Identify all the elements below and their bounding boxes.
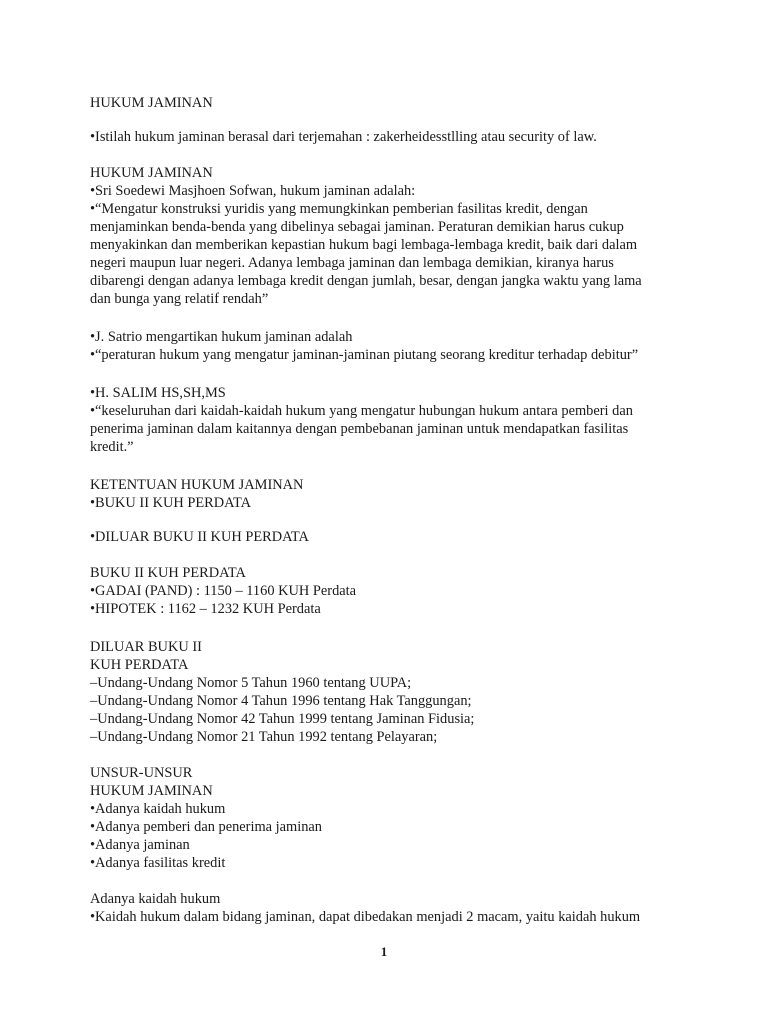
text-line: •Adanya fasilitas kredit <box>90 855 226 871</box>
document-body <box>90 94 680 926</box>
text-line: •Adanya kaidah hukum <box>90 801 226 817</box>
block-gap <box>90 112 680 128</box>
text-line: –Undang-Undang Nomor 21 Tahun 1992 tentang Pelayaran; <box>90 729 438 745</box>
text-line: KUH PERDATA <box>90 657 189 673</box>
text-line: •Adanya pemberi dan penerima jaminan <box>90 819 322 835</box>
block-gap <box>90 872 680 890</box>
text-line: menyakinkan dan memberikan kepastian hukum bagi lembaga-lembaga kredit, baik dari dalam <box>90 237 638 253</box>
text-block <box>90 890 680 926</box>
text-line: UNSUR-UNSUR <box>90 765 193 781</box>
block-gap <box>90 618 680 638</box>
block-gap <box>90 364 680 384</box>
block-gap <box>90 146 680 164</box>
text-line: Adanya kaidah hukum <box>90 891 221 907</box>
text-line: BUKU II KUH PERDATA <box>90 565 246 581</box>
text-line: •GADAI (PAND) : 1150 – 1160 KUH Perdata <box>90 583 357 599</box>
text-block <box>90 384 680 456</box>
text-line: –Undang-Undang Nomor 4 Tahun 1996 tentang Hak Tanggungan; <box>90 693 472 709</box>
block-gap <box>90 746 680 764</box>
text-line: •H. SALIM HS,SH,MS <box>90 385 226 401</box>
text-block <box>90 164 680 308</box>
text-line: •HIPOTEK : 1162 – 1232 KUH Perdata <box>90 601 321 617</box>
text-line: kredit.” <box>90 439 134 455</box>
text-line: •Sri Soedewi Masjhoen Sofwan, hukum jaminan adalah: <box>90 183 416 199</box>
text-line: KETENTUAN HUKUM JAMINAN <box>90 477 304 493</box>
text-line: •Kaidah hukum dalam bidang jaminan, dapat dibedakan menjadi 2 macam, yaitu kaidah hukum <box>90 909 641 925</box>
text-line: –Undang-Undang Nomor 42 Tahun 1999 tentang Jaminan Fidusia; <box>90 711 475 727</box>
text-line: penerima jaminan dalam kaitannya dengan pembebanan jaminan untuk mendapatkan fasilitas <box>90 421 629 437</box>
block-gap <box>90 456 680 476</box>
text-line: dibarengi dengan adanya lembaga kredit dengan jumlah, besar, dengan jangka waktu yang lama <box>90 273 642 289</box>
block-gap <box>90 308 680 328</box>
text-line: HUKUM JAMINAN <box>90 95 213 111</box>
text-line: •DILUAR BUKU II KUH PERDATA <box>90 529 309 545</box>
page-number: 1 <box>380 944 388 959</box>
block-gap <box>90 512 680 528</box>
text-line: •Adanya jaminan <box>90 837 190 853</box>
text-block <box>90 764 680 872</box>
text-line: DILUAR BUKU II <box>90 639 202 655</box>
text-line: •J. Satrio mengartikan hukum jaminan adalah <box>90 329 353 345</box>
text-line: •BUKU II KUH PERDATA <box>90 495 251 511</box>
text-line: negeri maupun luar negeri. Adanya lembaga jaminan dan lembaga demikian, kiranya harus <box>90 255 614 271</box>
block-gap <box>90 546 680 564</box>
text-line: –Undang-Undang Nomor 5 Tahun 1960 tentang UUPA; <box>90 675 412 691</box>
text-block <box>90 564 680 618</box>
text-line: menjaminkan benda-benda yang dibelinya sebagai jaminan. Peraturan demikian harus cukup <box>90 219 624 235</box>
text-block <box>90 128 680 146</box>
text-line: •“peraturan hukum yang mengatur jaminan-jaminan piutang seorang kreditur terhadap debitur” <box>90 347 639 363</box>
text-line: HUKUM JAMINAN <box>90 783 213 799</box>
text-block <box>90 328 680 364</box>
text-block <box>90 638 680 746</box>
text-line: HUKUM JAMINAN <box>90 165 213 181</box>
text-line: dan bunga yang relatif rendah” <box>90 291 269 307</box>
text-line: •“Mengatur konstruksi yuridis yang memungkinkan pemberian fasilitas kredit, dengan <box>90 201 588 217</box>
text-line: •Istilah hukum jaminan berasal dari terjemahan : zakerheidesstlling atau security of law. <box>90 129 597 145</box>
text-block <box>90 94 680 112</box>
text-block <box>90 476 680 512</box>
text-line: •“keseluruhan dari kaidah-kaidah hukum yang mengatur hubungan hukum antara pemberi dan <box>90 403 633 419</box>
text-block <box>90 528 680 546</box>
